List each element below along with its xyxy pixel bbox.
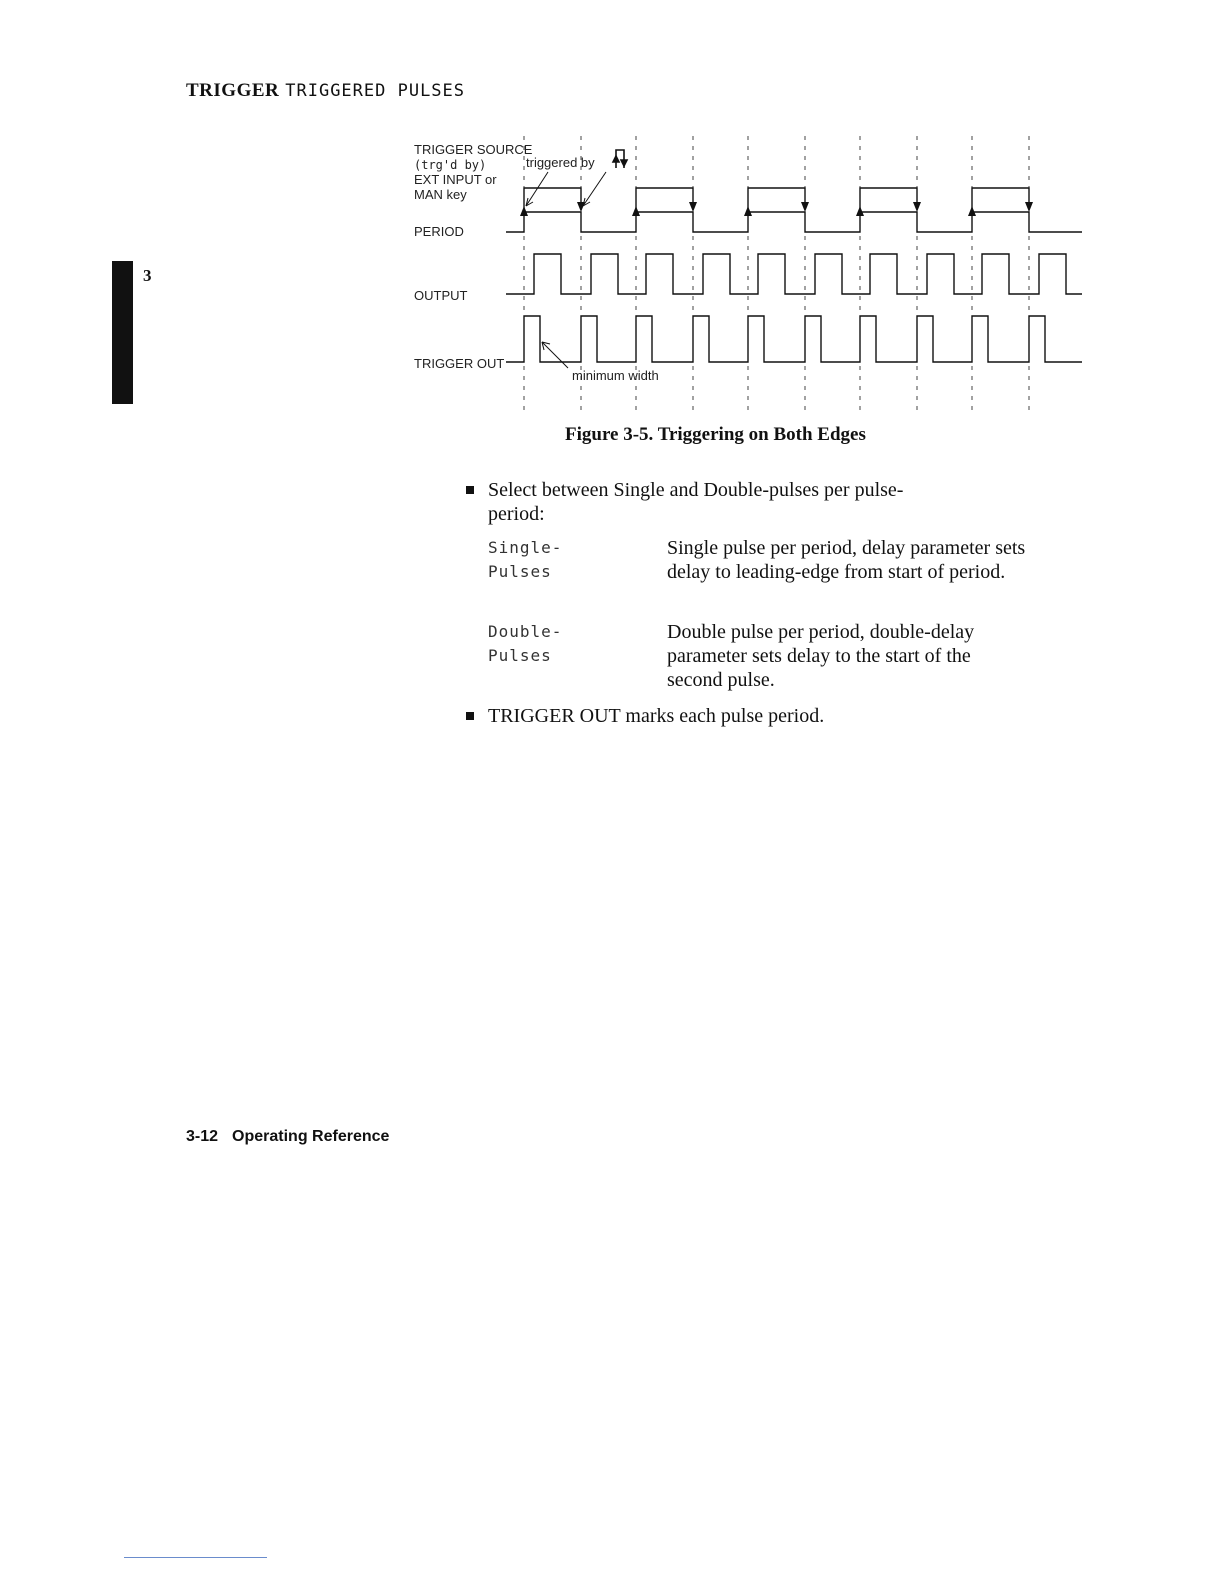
label-ext-input: EXT INPUT or [414,172,497,187]
bullet-text: TRIGGER OUT marks each pulse period. [488,705,825,727]
chapter-tab-bar [112,261,133,404]
label-triggered-by: triggered by [526,155,595,170]
trigger-edge-arrows [520,202,1033,216]
both-edges-icon [613,150,627,168]
triggered-by-pointers [526,172,606,206]
definition-desc: Single pulse per period, delay parameter sets delay to leading-edge from start of period. [667,537,1026,583]
definition-term: Double-Pulses [488,622,563,665]
label-minimum-width: minimum width [572,368,659,383]
label-man-key: MAN key [414,187,467,202]
label-trigger-source: TRIGGER SOURCE [414,142,533,157]
label-trgd-by: (trg'd by) [414,158,487,172]
definition-desc: Double pulse per period, double-delay parameter sets delay to the start of the second pulse. [667,621,975,691]
bullet-square-icon [466,712,474,720]
page-number: 3-12 [186,1128,219,1145]
figure-caption: Figure 3-5. Triggering on Both Edges [565,424,866,445]
label-output: OUTPUT [414,288,468,303]
output-waveform [506,254,1082,294]
header-keyword: TRIGGER [186,80,280,101]
label-period: PERIOD [414,224,464,239]
page-header [186,80,465,102]
minimum-width-pointer [542,342,568,368]
footer-rule [124,1557,267,1558]
section-title: Operating Reference [232,1128,390,1145]
label-trigger-out: TRIGGER OUT [414,356,505,371]
header-mode: TRIGGERED PULSES [285,81,466,101]
period-waveform [506,212,1082,232]
chapter-tab-number: 3 [143,266,152,285]
trigger-source-waveform [524,188,1029,208]
definition-term: Single-Pulses [488,538,563,581]
page-footer [186,1128,389,1146]
bullet-square-icon [466,486,474,494]
timing-diagram [410,132,1090,417]
bullet-text: Select between Single and Double-pulses per pulse-period: [488,479,904,525]
trigger-out-waveform [506,316,1082,362]
